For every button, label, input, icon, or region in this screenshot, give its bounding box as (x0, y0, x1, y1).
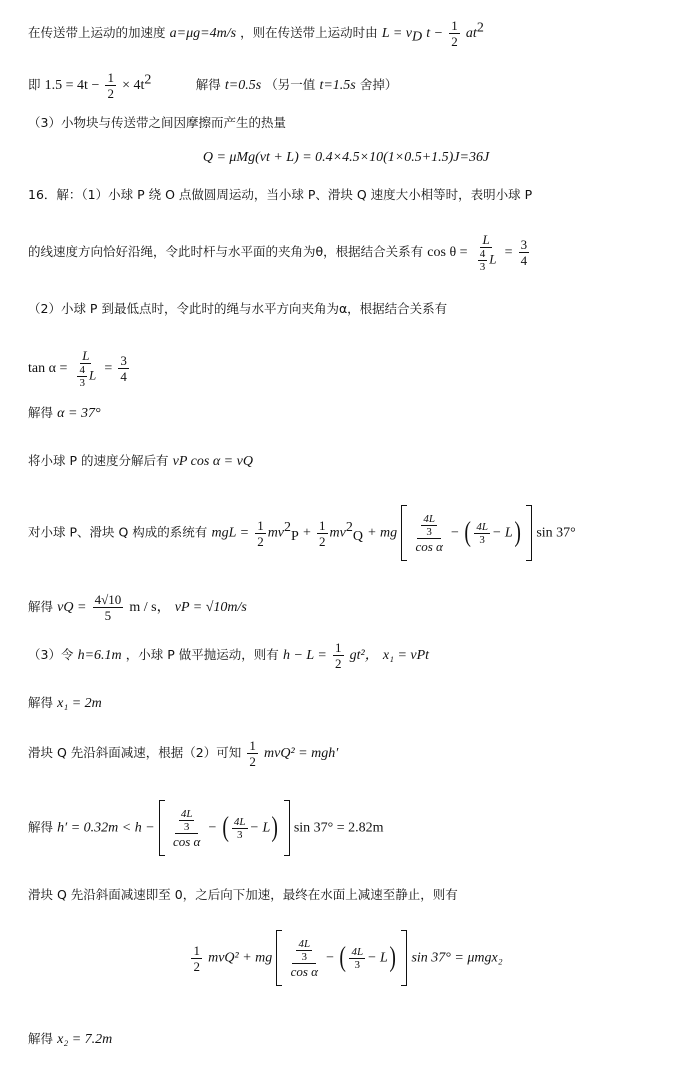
formula: at (465, 26, 477, 41)
text: 解得 (28, 599, 54, 614)
formula: t=1.5s (319, 78, 356, 93)
fraction-half: $\frac{1}{2}$ (451, 18, 458, 49)
line-projectile: （3）令 h=6.1m ，小球 P 做平抛运动，则有 h − L = $\frac{1}{2}$ gt²， x₁ = vPt (28, 640, 430, 671)
fraction-three-quarters: $\frac{3}{4}$ (520, 237, 528, 268)
fraction-half: $\frac{1}{2}$ (107, 70, 114, 101)
text: （3）令 (28, 647, 74, 662)
line-acceleration (28, 18, 682, 49)
line-solve-t (28, 70, 682, 101)
text: ，则在传送带上运动时由 (240, 25, 378, 40)
formula: × 4t (122, 78, 145, 93)
text: 即 (28, 77, 41, 92)
line-final-description: 滑块 Q 先沿斜面减速即至 0，之后向下加速，最终在水面上减速至静止，则有 (28, 887, 458, 902)
superscript: 2 (144, 72, 152, 88)
formula: vQ = (57, 600, 87, 615)
line-x1-result: 解得 x₁ = 2m (28, 695, 102, 711)
line-final-equation: $\frac{1}{2}$ mvQ² + mg $\frac{\frac{4L}{3}}{\text{cos α}}$ − ( $\frac{4L}{3}$ − L) sin 37° = μmgx₂ (0, 930, 692, 986)
formula: a=μg=4m/s (169, 26, 237, 41)
fraction-three-quarters: $\frac{3}{4}$ (120, 353, 127, 384)
line-h-prime: 解得 h′ = 0.32m < h − $\frac{\frac{4L}{3}}{\text{cos α}}$ − ( $\frac{4L}{3}$ − L) sin 37° = 2.82m (28, 800, 682, 856)
text: （另一值 (265, 77, 316, 92)
line-heat-formula: Q = μMg(vt + L) = 0.4×4.5×10(1×0.5+1.5)J=36J (202, 150, 490, 165)
text: 舍掉） (359, 77, 398, 92)
line-velocity-results: 解得 vQ = $\frac{4√10}{5}$ m / s， vP = √10m/s (28, 592, 247, 623)
fraction-compound: L $\frac{4}{3}$ L (479, 232, 497, 273)
line-slider-decel: 滑块 Q 先沿斜面减速，根据（2）可知 $\frac{1}{2}$ mvQ² = mgh′ (28, 738, 339, 769)
line-lowest-point: （2）小球 P 到最低点时，令此时的绳与水平方向夹角为α，根据结合关系有 (28, 301, 448, 316)
text: 将小球 P 的速度分解后有 (28, 453, 169, 468)
text: 的线速度方向恰好沿绳，令此时杆与水平面的夹角为θ，根据结合关系有 (28, 244, 424, 259)
formula: α = 37° (57, 406, 101, 421)
text: 在传送带上运动的加速度 (28, 25, 166, 40)
fraction-compound: L $\frac{4}{3}$ L (79, 348, 97, 389)
formula: vP cos α = vQ (172, 454, 253, 469)
line-alpha-result (28, 404, 682, 423)
text: 解得 (28, 405, 54, 420)
line-q16-intro: 16．解：（1）小球 P 绕 O 点做圆周运动，当小球 P、滑块 Q 速度大小相等时，表明小球 P (28, 187, 533, 202)
line-heat-title: （3）小物块与传送带之间因摩擦而产生的热量 (28, 115, 286, 130)
formula: t=0.5s (224, 78, 262, 93)
line-velocity-decompose (28, 452, 682, 471)
text: 对小球 P、滑块 Q 构成的系统有 (28, 524, 208, 540)
formula: tan α = (28, 361, 68, 376)
line-cos-theta: 的线速度方向恰好沿绳，令此时杆与水平面的夹角为θ，根据结合关系有 cos θ = L $\frac{4}{3}$ L = $\frac{3}{4}$ (28, 232, 528, 273)
subscript: D (412, 29, 423, 45)
formula: 1.5 = 4t − (44, 78, 100, 93)
line-energy-system: 对小球 P、滑块 Q 构成的系统有 mgL = $\frac{1}{2}$ $mv^2_P$ + $\frac{1}{2}$ $mv^2_Q$ + mg $\frac{\frac{4L}{3}}{\text{cos α}}$ − ( $\frac{4L}{3}$ − L) sin 37° (28, 505, 682, 561)
superscript: 2 (476, 20, 484, 36)
formula: mgL = (211, 525, 250, 541)
line-x2-result: 解得 x₂ = 7.2m (28, 1031, 113, 1047)
formula: t − (426, 26, 444, 41)
line-tan-alpha: tan α = L $\frac{4}{3}$ L = $\frac{3}{4}$ (28, 348, 127, 389)
text: 解得 (195, 77, 221, 92)
formula: L = v (381, 26, 413, 41)
formula: cos θ = (427, 245, 468, 260)
